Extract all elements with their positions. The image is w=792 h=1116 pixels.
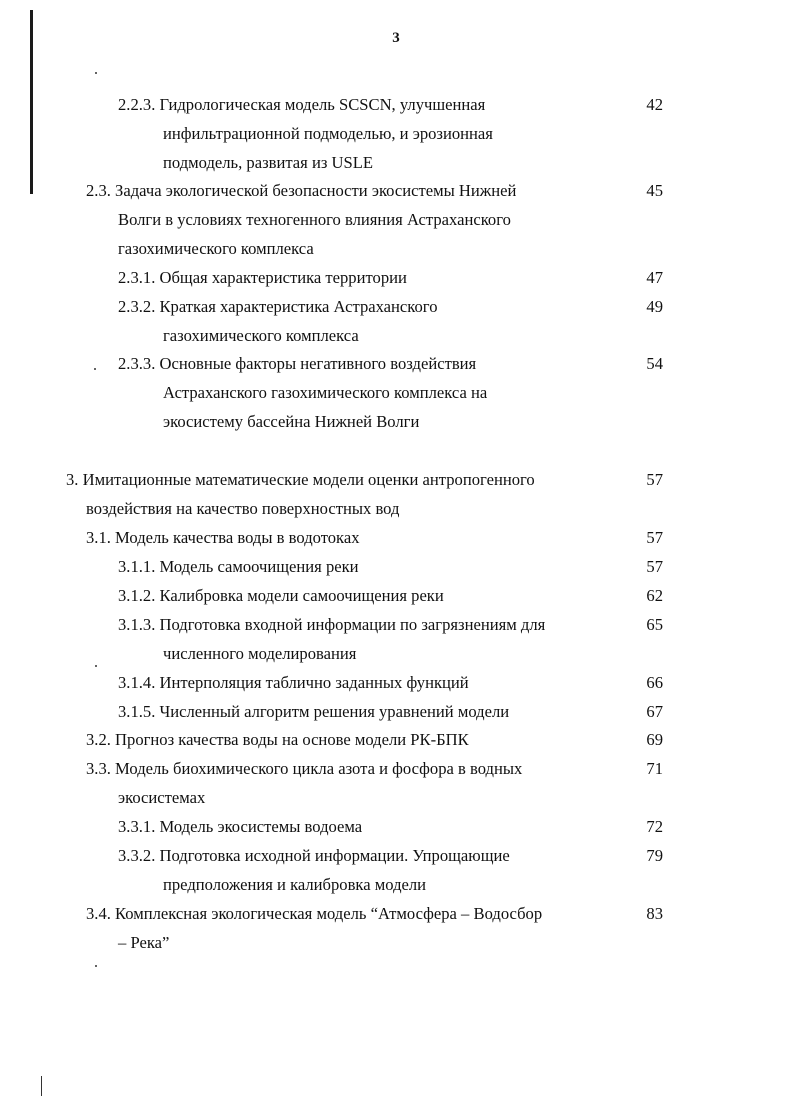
- scan-speck: [94, 368, 96, 370]
- toc-entry-3-3-1: 3.3.1. Модель экосистемы водоема: [118, 817, 363, 836]
- toc-page-3: 57: [646, 470, 663, 489]
- toc-entry-3-1-3-line-2: численного моделирования: [163, 644, 357, 663]
- toc-entry-3-line-1: 3. Имитационные математические модели оценки антропогенного: [66, 470, 535, 489]
- toc-entry-2-3-2-line-2: газохимического комплекса: [163, 326, 359, 345]
- toc-entry-3-1-1: 3.1.1. Модель самоочищения реки: [118, 557, 359, 576]
- toc-page-2-3: 45: [646, 181, 663, 200]
- toc-entry-3-4-line-2: – Река”: [118, 933, 170, 952]
- toc-page-3-2: 69: [646, 730, 663, 749]
- toc-page-3-3-1: 72: [646, 817, 663, 836]
- toc-entry-2-3-2-line-1: 2.3.2. Краткая характеристика Астраханского: [118, 297, 438, 316]
- toc-entry-3-1-4: 3.1.4. Интерполяция таблично заданных функций: [118, 673, 469, 692]
- toc-entry-2-2-3-line-2: инфильтрационной подмоделью, и эрозионная: [163, 124, 493, 143]
- toc-entry-3-1-2: 3.1.2. Калибровка модели самоочищения реки: [118, 586, 444, 605]
- toc-entry-2-2-3-line-3: подмодель, развитая из USLE: [163, 153, 374, 172]
- toc-page-3-1-4: 66: [646, 673, 663, 692]
- toc-entry-2-3-line-2: Волги в условиях техногенного влияния Астраханского: [118, 210, 511, 229]
- toc-entry-3-1-5: 3.1.5. Численный алгоритм решения уравнений модели: [118, 702, 510, 721]
- toc-entry-2-3-3-line-1: 2.3.3. Основные факторы негативного воздействия: [118, 354, 477, 373]
- page-number: 3: [392, 30, 400, 46]
- toc-entry-2-3-line-1: 2.3. Задача экологической безопасности экосистемы Нижней: [86, 181, 517, 200]
- toc-entry-2-3-3-line-3: экосистему бассейна Нижней Волги: [163, 412, 420, 431]
- scan-speck: [95, 665, 97, 667]
- toc-entry-3-1-3-line-1: 3.1.3. Подготовка входной информации по загрязнениям для: [118, 615, 546, 634]
- toc-page-3-3-2: 79: [646, 846, 663, 865]
- toc-page-3-1-1: 57: [646, 557, 663, 576]
- toc-page-3-4: 83: [646, 904, 663, 923]
- toc-page-3-1: 57: [646, 528, 663, 547]
- toc-page-3-1-2: 62: [646, 586, 663, 605]
- toc-entry-3-3-line-2: экосистемах: [118, 788, 206, 807]
- toc-entry-3-3-2-line-2: предположения и калибровка модели: [163, 875, 427, 894]
- toc-page-2-3-3: 54: [646, 354, 663, 373]
- toc-page-2-3-2: 49: [646, 297, 663, 316]
- toc-entry-3-line-2: воздействия на качество поверхностных вод: [86, 499, 400, 518]
- toc-entry-2-3-3-line-2: Астраханского газохимического комплекса на: [163, 383, 488, 402]
- toc-entry-2-3-1: 2.3.1. Общая характеристика территории: [118, 268, 407, 287]
- toc-entry-3-3-2-line-1: 3.3.2. Подготовка исходной информации. Упрощающие: [118, 846, 510, 865]
- toc-entry-3-4-line-1: 3.4. Комплексная экологическая модель “Атмосфера – Водосбор: [86, 904, 543, 923]
- toc-entry-3-2: 3.2. Прогноз качества воды на основе модели РК-БПК: [86, 730, 469, 749]
- scan-edge-mark-bottom: [41, 1076, 42, 1096]
- toc-page-3-1-5: 67: [646, 702, 663, 721]
- scan-speck: [95, 965, 97, 967]
- toc-page-2-2-3: 42: [646, 95, 663, 114]
- toc-entry-3-3-line-1: 3.3. Модель биохимического цикла азота и фосфора в водных: [86, 759, 523, 778]
- toc-entry-3-1: 3.1. Модель качества воды в водотоках: [86, 528, 360, 547]
- toc-entry-2-3-line-3: газохимического комплекса: [118, 239, 314, 258]
- toc-page-3-1-3: 65: [646, 615, 663, 634]
- scan-speck: [95, 72, 97, 74]
- toc-page-3-3: 71: [646, 759, 663, 778]
- toc-entry-2-2-3-line-1: 2.2.3. Гидрологическая модель SCSCN, улучшенная: [118, 95, 486, 114]
- toc-page-2-3-1: 47: [646, 268, 663, 287]
